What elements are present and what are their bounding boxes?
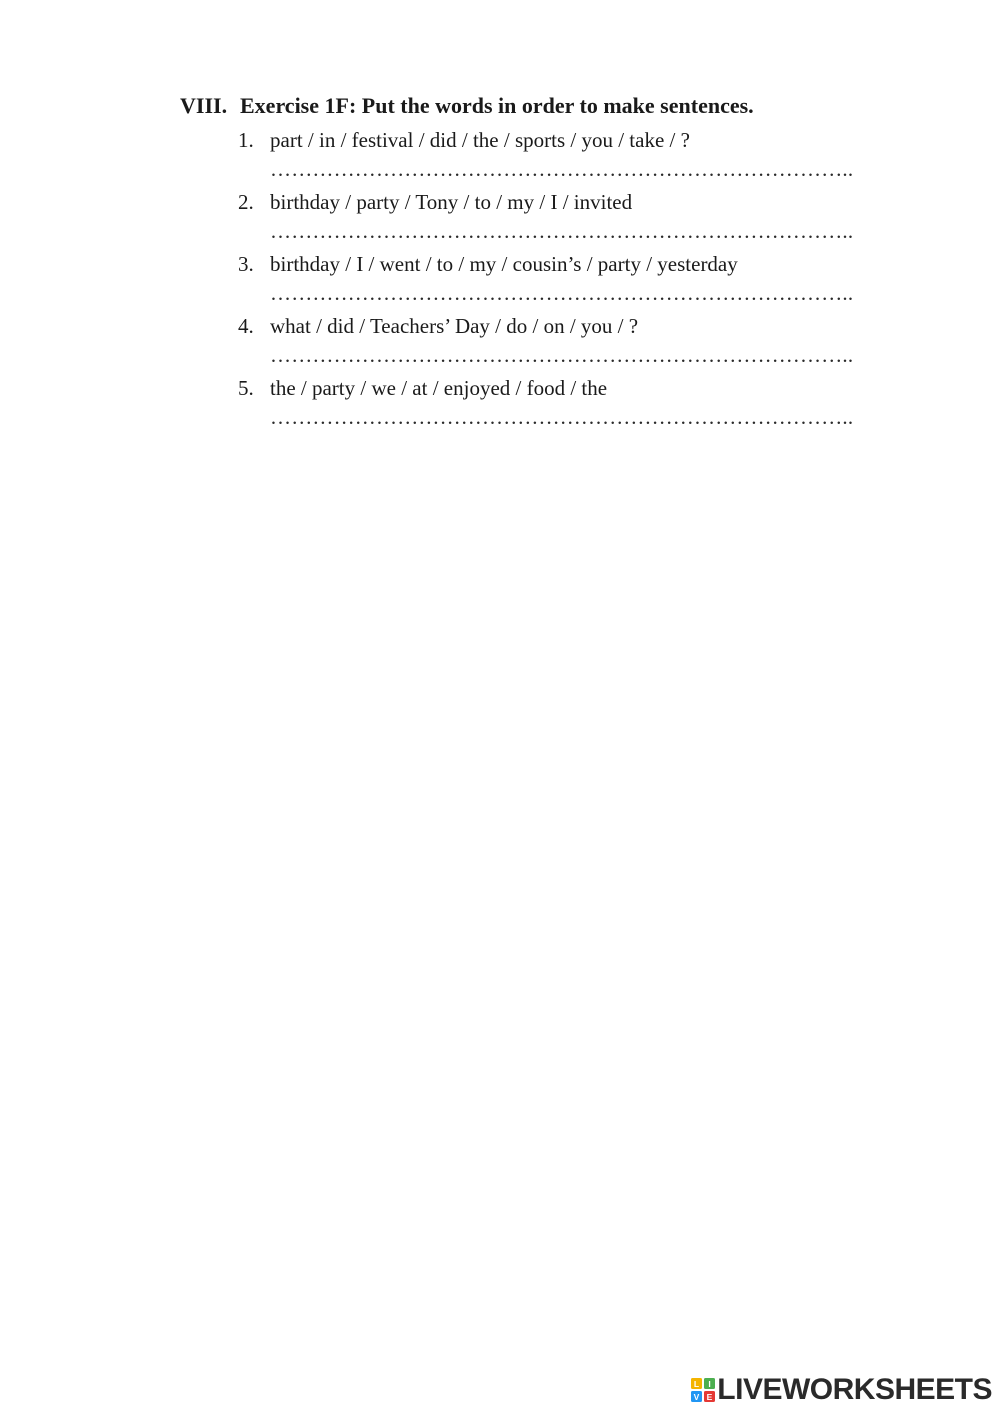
answer-line[interactable]: ………………………………………………………………………..	[270, 405, 854, 429]
item-prompt: birthday / party / Tony / to / my / I / invited	[270, 190, 633, 214]
answer-line[interactable]: ………………………………………………………………………..	[270, 281, 854, 305]
item-number: 5.	[238, 376, 254, 400]
svg-text:V: V	[693, 1391, 700, 1402]
item-number: 4.	[238, 314, 254, 338]
item-number: 3.	[238, 252, 254, 276]
item-number: 1.	[238, 128, 254, 152]
section-title: Exercise 1F: Put the words in order to make sentences.	[240, 93, 754, 118]
liveworksheets-watermark	[691, 1373, 992, 1407]
svg-text:E: E	[706, 1391, 713, 1402]
answer-line[interactable]: ………………………………………………………………………..	[270, 157, 854, 181]
item-prompt: birthday / I / went / to / my / cousin’s / party / yesterday	[270, 252, 738, 276]
svg-text:L: L	[694, 1378, 700, 1389]
item-number: 2.	[238, 190, 254, 214]
section-number: VIII.	[180, 93, 228, 118]
watermark-text: LIVEWORKSHEETS	[717, 1373, 992, 1406]
svg-text:I: I	[708, 1378, 711, 1389]
answer-line[interactable]: ………………………………………………………………………..	[270, 343, 854, 367]
item-prompt: what / did / Teachers’ Day / do / on / you / ?	[270, 314, 639, 338]
item-prompt: the / party / we / at / enjoyed / food / the	[270, 376, 608, 400]
answer-line[interactable]: ………………………………………………………………………..	[270, 219, 854, 243]
item-prompt: part / in / festival / did / the / sports / you / take / ?	[270, 128, 690, 152]
liveworksheets-logo-icon	[691, 1378, 715, 1402]
section-heading	[180, 93, 754, 119]
